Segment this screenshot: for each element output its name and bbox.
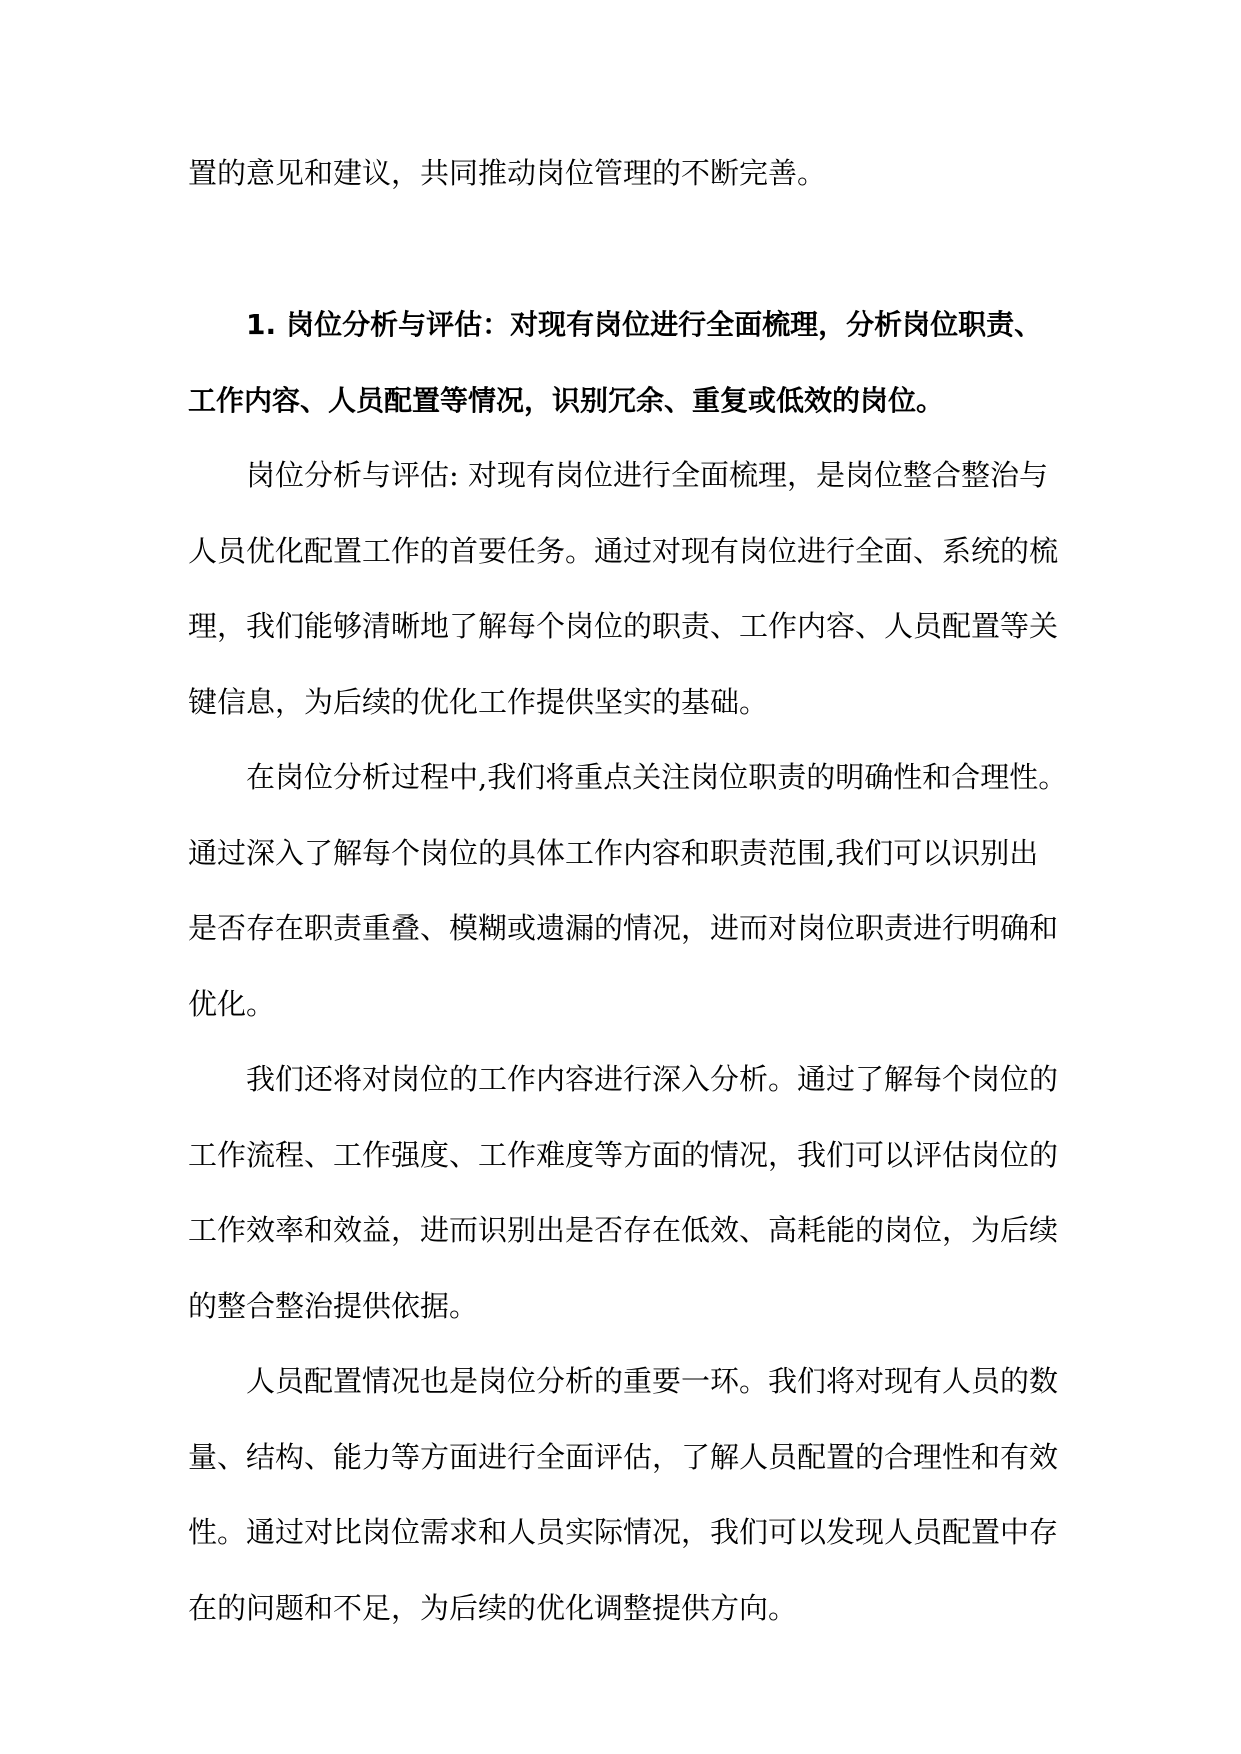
heading-text-1: 岗位分析与评估：对现有岗位进行全面梳理，分析岗位职责、 (286, 308, 1043, 341)
intro-tail-line: 置的意见和建议，共同推动岗位管理的不断完善。 (188, 156, 827, 190)
paragraph-line: 性。通过对比岗位需求和人员实际情况，我们可以发现人员配置中存 (188, 1515, 1059, 1549)
paragraph-line: 通过深入了解每个岗位的具体工作内容和职责范围,我们可以识别出 (188, 835, 1039, 870)
heading-line-2: 工作内容、人员配置等情况，识别冗余、重复或低效的岗位。 (188, 383, 945, 417)
paragraph-line: 工作流程、工作强度、工作难度等方面的情况，我们可以评估岗位的 (188, 1137, 1059, 1172)
paragraph-line: 我们还将对岗位的工作内容进行深入分析。通过了解每个岗位的 (246, 1062, 1059, 1096)
paragraph-line: 在的问题和不足，为后续的优化调整提供方向。 (188, 1590, 798, 1625)
paragraph-line: 是否存在职责重叠、模糊或遗漏的情况，进而对岗位职责进行明确和 (188, 911, 1059, 945)
paragraph-line: 人员配置情况也是岗位分析的重要一环。我们将对现有人员的数 (246, 1364, 1059, 1398)
paragraph-line: 的整合整治提供依据。 (188, 1288, 479, 1323)
paragraph-line: 人员优化配置工作的首要任务。通过对现有岗位进行全面、系统的梳 (188, 533, 1059, 568)
heading-line-1 (188, 287, 1054, 363)
heading-number: 1. (246, 308, 277, 341)
paragraph-3 (188, 1042, 1059, 1344)
paragraph-gap (188, 212, 1054, 288)
document-body (188, 136, 1068, 1646)
paragraph-line: 优化。 (188, 986, 276, 1021)
section-heading (188, 287, 1054, 438)
paragraph-line: 量、结构、能力等方面进行全面评估，了解人员配置的合理性和有效 (188, 1439, 1059, 1474)
paragraph-line: 理，我们能够清晰地了解每个岗位的职责、工作内容、人员配置等关 (188, 609, 1059, 643)
paragraph-2 (188, 740, 1068, 1042)
paragraph-4 (188, 1344, 1059, 1646)
paragraph-line: 在岗位分析过程中,我们将重点关注岗位职责的明确性和合理性。 (246, 760, 1068, 794)
paragraph-line: 工作效率和效益，进而识别出是否存在低效、高耗能的岗位，为后续 (188, 1213, 1059, 1247)
paragraph-line: 岗位分析与评估: 对现有岗位进行全面梳理，是岗位整合整治与 (246, 458, 1048, 492)
paragraph-line: 键信息，为后续的优化工作提供坚实的基础。 (188, 684, 769, 719)
paragraph-1 (188, 438, 1059, 740)
